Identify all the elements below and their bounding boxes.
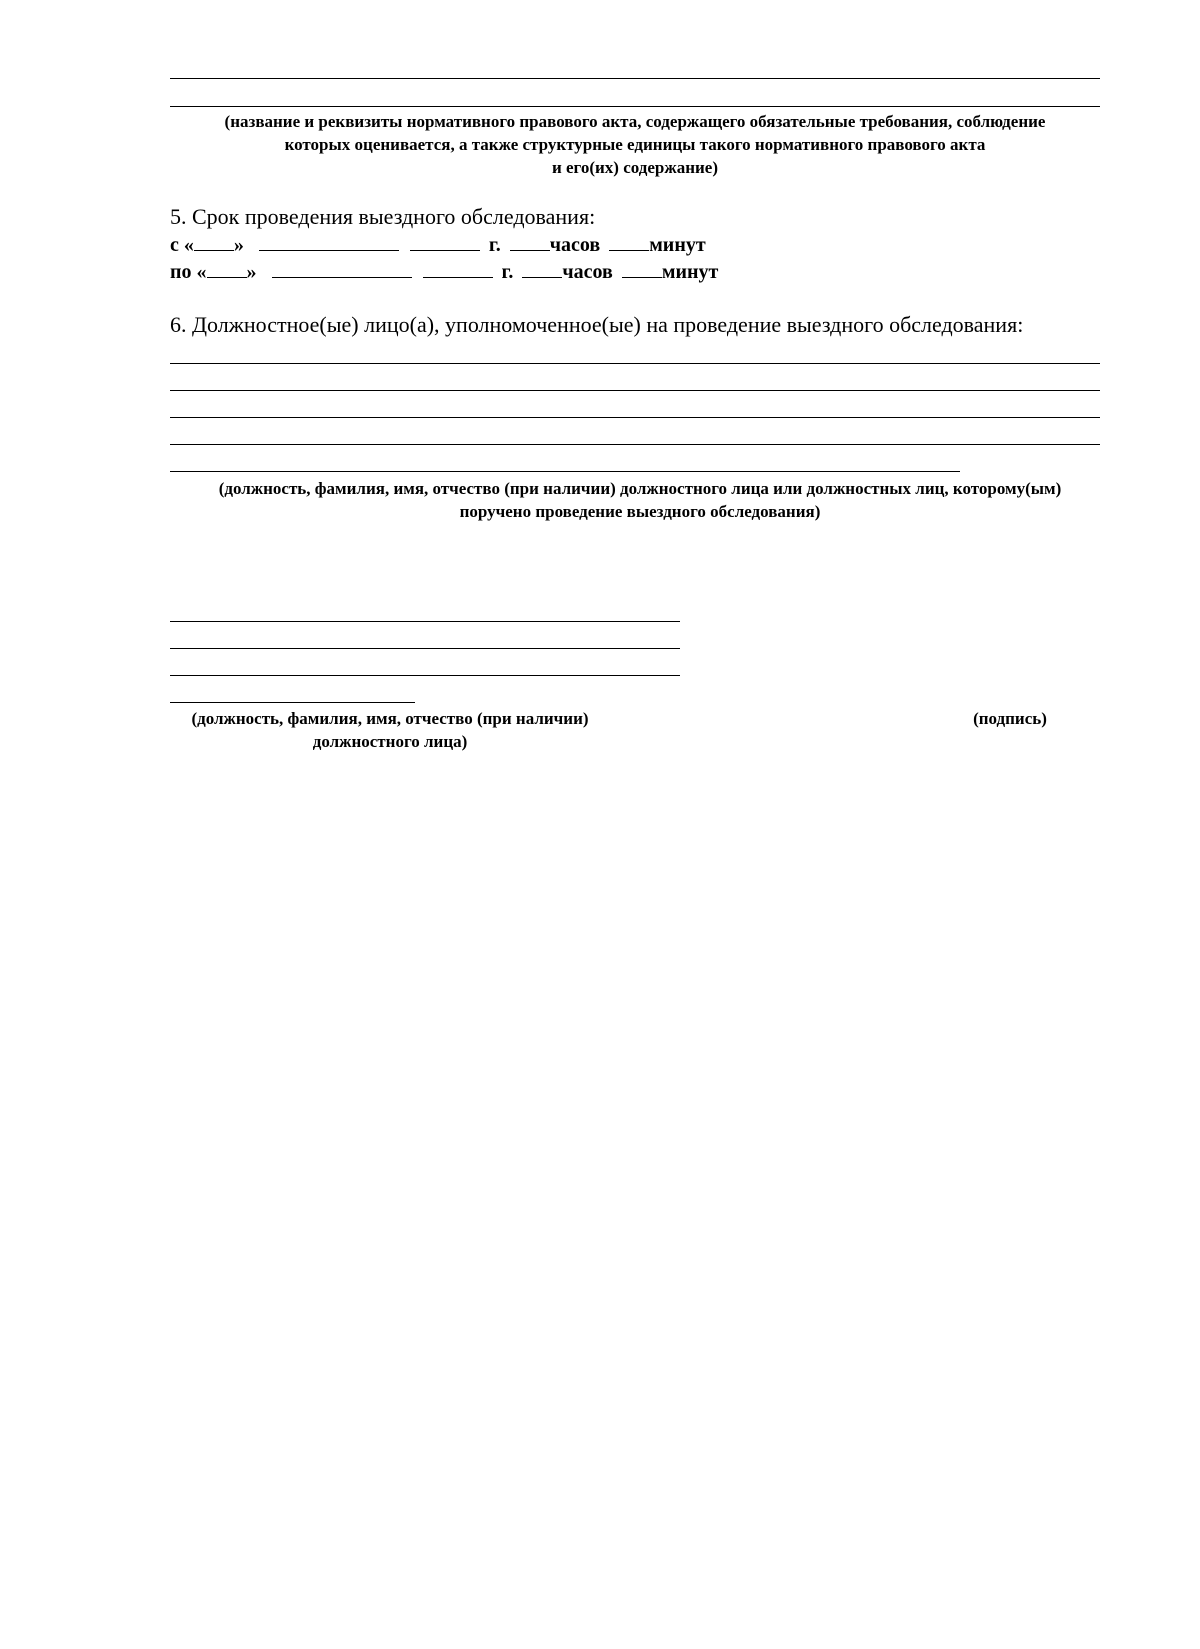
year-suffix: г. — [488, 234, 501, 256]
caption-line: и его(их) содержание) — [551, 158, 719, 177]
caption-line: должностного лица) — [312, 732, 468, 751]
fill-line[interactable] — [170, 675, 680, 676]
year-field[interactable] — [410, 232, 480, 251]
hours-field[interactable] — [522, 259, 562, 278]
fill-line[interactable] — [170, 390, 1100, 391]
fill-line[interactable] — [170, 444, 1100, 445]
day-field[interactable] — [207, 259, 247, 278]
minutes-field[interactable] — [622, 259, 662, 278]
fill-line[interactable] — [170, 702, 415, 703]
day-field[interactable] — [194, 232, 234, 251]
caption-line: (должность, фамилия, имя, отчество (при наличии) — [191, 709, 589, 728]
month-field[interactable] — [272, 259, 412, 278]
from-prefix: с « — [170, 234, 194, 256]
month-field[interactable] — [259, 232, 399, 251]
period-to-row — [170, 259, 718, 285]
hours-label: часов — [562, 261, 613, 283]
period-from-row — [170, 232, 706, 258]
signature-caption: (подпись) — [973, 709, 1047, 728]
fill-line[interactable] — [170, 417, 1100, 418]
minutes-label: минут — [649, 234, 706, 256]
section6-caption — [150, 477, 1130, 523]
caption-line: которых оценивается, а также структурные единицы такого нормативного правового акта — [284, 135, 986, 154]
fill-line[interactable] — [170, 78, 1100, 79]
signatory-caption — [150, 707, 630, 753]
fill-line[interactable] — [170, 363, 1100, 364]
section4-caption — [150, 110, 1120, 179]
caption-line: поручено проведение выездного обследования) — [459, 502, 821, 521]
hours-field[interactable] — [510, 232, 550, 251]
caption-line: (должность, фамилия, имя, отчество (при наличии) должностного лица или должностных лиц, которому(ым) — [218, 479, 1062, 498]
section6-heading: 6. Должностное(ые) лицо(а), уполномоченное(ые) на проведение выездного обследования: — [170, 312, 1024, 337]
year-suffix: г. — [501, 261, 514, 283]
fill-line[interactable] — [170, 471, 960, 472]
fill-line[interactable] — [170, 106, 1100, 107]
section5-heading: 5. Срок проведения выездного обследования: — [170, 204, 596, 229]
quote-close: » — [246, 261, 257, 283]
to-prefix: по « — [170, 261, 207, 283]
caption-line: (название и реквизиты нормативного правового акта, содержащего обязательные требования, соблюдение — [224, 112, 1046, 131]
quote-close: » — [233, 234, 244, 256]
minutes-field[interactable] — [609, 232, 649, 251]
minutes-label: минут — [661, 261, 719, 283]
fill-line[interactable] — [170, 621, 680, 622]
fill-line[interactable] — [170, 648, 680, 649]
hours-label: часов — [549, 234, 601, 256]
year-field[interactable] — [423, 259, 493, 278]
